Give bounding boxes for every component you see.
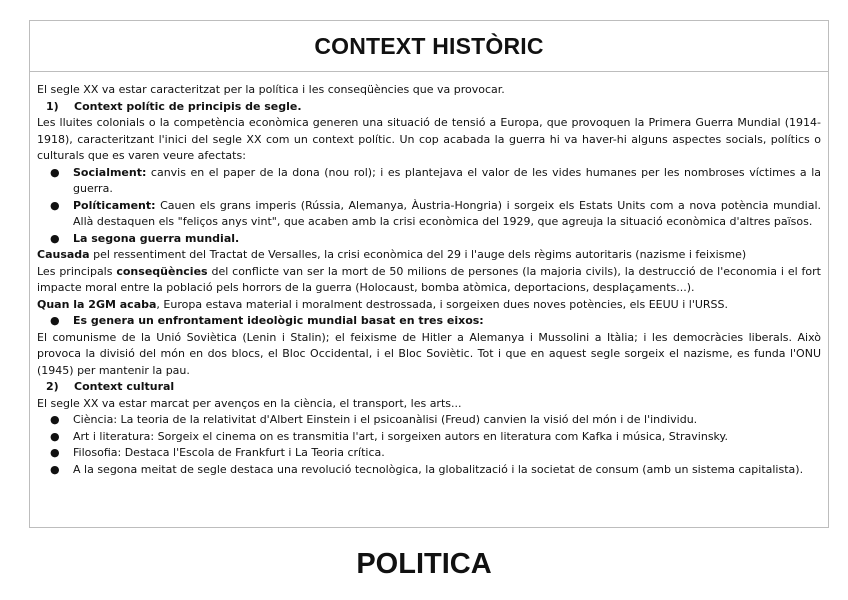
section-2-heading [37, 379, 821, 396]
bullet-icon: ● [50, 314, 60, 327]
bullet-text: Filosofia: Destaca l'Escola de Frankfurt i La Teoria crítica. [73, 446, 385, 459]
section-2-title: Context cultural [74, 380, 175, 393]
footer-heading: POLITICA [356, 548, 492, 580]
bullet-label: Socialment: [73, 165, 147, 179]
context-box [29, 20, 829, 528]
consequencies-paragraph [37, 264, 821, 297]
causada-text: pel ressentiment del Tractat de Versalles, la crisi econòmica del 29 i l'auge dels règims autoritaris (nazisme i feixisme) [89, 248, 747, 261]
consequencies-text: del conflicte van ser la mort de 50 milions de persones (la majoria civils), la destrucció de l'economia i el fort impacte moral entre la població pels horrors de la guerra (Holocaust, bomba atòmica, deportacions, desplaçaments...). [37, 264, 821, 294]
bullet-text: Art i literatura: Sorgeix el cinema on es transmitia l'art, i sorgeixen autors en literatura com Kafka i música, Stravinsky. [73, 429, 728, 443]
bullet-text: Ciència: La teoria de la relativitat d'Albert Einstein i el psicoanàlisi (Freud) canvien la visió del món i de l'individu. [73, 413, 698, 426]
section-2-paragraph: El segle XX va estar marcat per avenços en la ciència, el transport, les arts... [37, 396, 462, 410]
bullet-body: canvis en el paper de la dona (nou rol); i es plantejava el valor de les vides humanes per les nombroses víctimes a la guerra. [73, 165, 821, 195]
section-2-number: 2) [46, 380, 59, 393]
bullet-heading: Es genera un enfrontament ideològic mundial basat en tres eixos: [73, 314, 484, 327]
list-item [37, 198, 821, 231]
section-1-paragraph: Les lluites colonials o la competència econòmica generen una situació de tensió a Europa, que provoquen la Primera Guerra Mundial (1914-1918), caracteritzant l'inici del segle XX com un context polític. Un cop acabada la guerra hi va haver-hi alguns aspectes socials, polítics o culturals que es varen veure afectats: [37, 116, 821, 162]
list-item [37, 165, 821, 198]
comunisme-paragraph: El comunisme de la Unió Soviètica (Lenin i Stalin); el feixisme de Hitler a Alemanya i Mussolini a Itàlia; i les democràcies liberals. Això provoca la divisió del món en dos blocs, el Bloc Occidental, i el Bloc Soviètic. Tot i que en aquest segle sorgeix el nazisme, es funda l'ONU (1945) per mantenir la pau. [37, 330, 821, 377]
bullet-label: Políticament: [73, 198, 156, 212]
consequencies-label: conseqüències [116, 264, 208, 278]
causada-paragraph [37, 247, 821, 264]
bullet-text [73, 198, 821, 231]
list-item [37, 412, 821, 429]
bullet-text [73, 165, 821, 198]
bullet-heading: La segona guerra mundial. [73, 231, 240, 245]
consequencies-pre: Les principals [37, 264, 117, 278]
bullet-icon: ● [50, 198, 60, 212]
list-item [37, 231, 821, 248]
intro-paragraph: El segle XX va estar caracteritzat per la política i les conseqüències que va provocar. [37, 83, 505, 96]
causada-label: Causada [37, 248, 90, 261]
quan-label: Quan la 2GM acaba [37, 297, 157, 311]
bullet-icon: ● [50, 413, 60, 426]
section-1-number: 1) [46, 99, 59, 113]
bullet-icon: ● [50, 462, 60, 476]
quan-text: , Europa estava material i moralment destrossada, i sorgeixen dues noves potències, els EEUU i l'URSS. [156, 297, 728, 311]
section-1-heading [37, 99, 821, 116]
title-row [30, 21, 828, 72]
bullet-icon: ● [50, 446, 60, 459]
section-1-title: Context polític de principis de segle. [74, 99, 302, 113]
list-item [37, 462, 821, 479]
bullet-icon: ● [50, 429, 60, 443]
list-item [37, 429, 821, 446]
page-title: CONTEXT HISTÒRIC [314, 32, 544, 59]
list-item [37, 313, 821, 330]
bullet-icon: ● [50, 165, 60, 179]
bullet-body: Cauen els grans imperis (Rússia, Alemanya, Àustria-Hongria) i sorgeix els Estats Units com a nova potència mundial. Allà destaquen els "feliços anys vint", que acaben amb la crisi econòmica del 1929, que agreuja la situació econòmica d'altres països. [73, 198, 821, 228]
bullet-icon: ● [50, 231, 60, 245]
content [30, 72, 828, 478]
list-item [37, 445, 821, 462]
quan-paragraph [37, 297, 821, 314]
bullet-text: A la segona meitat de segle destaca una revolució tecnològica, la globalització i la societat de consum (amb un sistema capitalista). [73, 462, 804, 476]
